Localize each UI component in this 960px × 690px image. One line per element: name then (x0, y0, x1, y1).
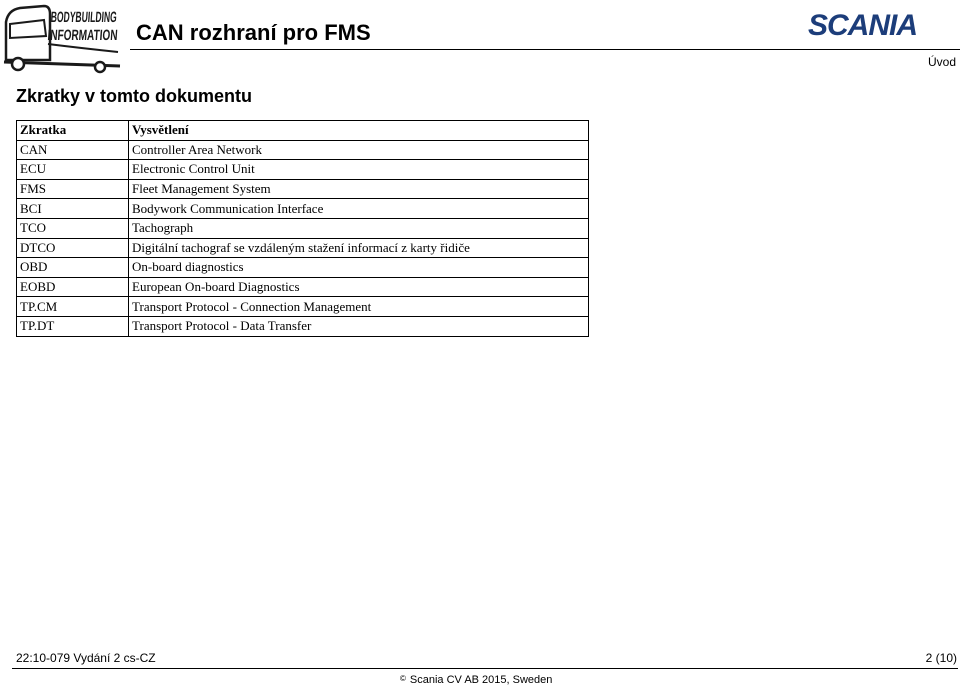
abbreviation-cell: OBD (17, 258, 129, 278)
table-row (17, 140, 589, 160)
explanation-cell: Fleet Management System (129, 179, 589, 199)
explanation-cell: European On-board Diagnostics (129, 277, 589, 297)
explanation-cell: Electronic Control Unit (129, 160, 589, 180)
table-row (17, 179, 589, 199)
header-divider (130, 49, 960, 50)
abbreviation-cell: FMS (17, 179, 129, 199)
column-header-abbreviation: Zkratka (17, 121, 129, 141)
abbreviation-cell: TP.DT (17, 316, 129, 336)
table-header-row (17, 121, 589, 141)
copyright-text: Scania CV AB 2015, Sweden (409, 674, 553, 686)
copyright-notice (400, 674, 552, 686)
table-row (17, 297, 589, 317)
page-heading: Zkratky v tomto dokumentu (16, 86, 253, 106)
section-name: Úvod (927, 55, 956, 69)
bodybuilding-truck-icon (0, 0, 168, 74)
abbreviation-cell: EOBD (17, 277, 129, 297)
abbreviations-table (16, 120, 589, 337)
abbreviation-cell: ECU (17, 160, 129, 180)
table-row (17, 258, 589, 278)
copyright-symbol: © (400, 674, 406, 683)
abbreviation-cell: DTCO (17, 238, 129, 258)
explanation-cell: Transport Protocol - Connection Management (129, 297, 589, 317)
table-row (17, 316, 589, 336)
explanation-cell: Bodywork Communication Interface (129, 199, 589, 219)
explanation-cell: Tachograph (129, 218, 589, 238)
explanation-cell: Controller Area Network (129, 140, 589, 160)
column-header-explanation: Vysvětlení (129, 121, 589, 141)
abbreviation-cell: CAN (17, 140, 129, 160)
explanation-cell: Transport Protocol - Data Transfer (129, 316, 589, 336)
document-id: 22:10-079 Vydání 2 cs-CZ (16, 651, 156, 665)
table-row (17, 218, 589, 238)
explanation-cell: Digitální tachograf se vzdáleným stažení informací z karty řidiče (129, 238, 589, 258)
scania-logo: SCANIA (808, 9, 918, 42)
page-number: 2 (10) (925, 651, 957, 665)
document-title: CAN rozhraní pro FMS (136, 20, 371, 45)
logo-line1: BODYBUILDING (50, 9, 168, 26)
logo-line2: INFORMATION (46, 27, 153, 44)
table-row (17, 199, 589, 219)
footer-divider (12, 668, 958, 669)
abbreviation-cell: BCI (17, 199, 129, 219)
table-row (17, 277, 589, 297)
abbreviation-cell: TP.CM (17, 297, 129, 317)
bodybuilding-information-logo (0, 0, 168, 74)
table-row (17, 238, 589, 258)
abbreviation-cell: TCO (17, 218, 129, 238)
table-row (17, 160, 589, 180)
explanation-cell: On-board diagnostics (129, 258, 589, 278)
